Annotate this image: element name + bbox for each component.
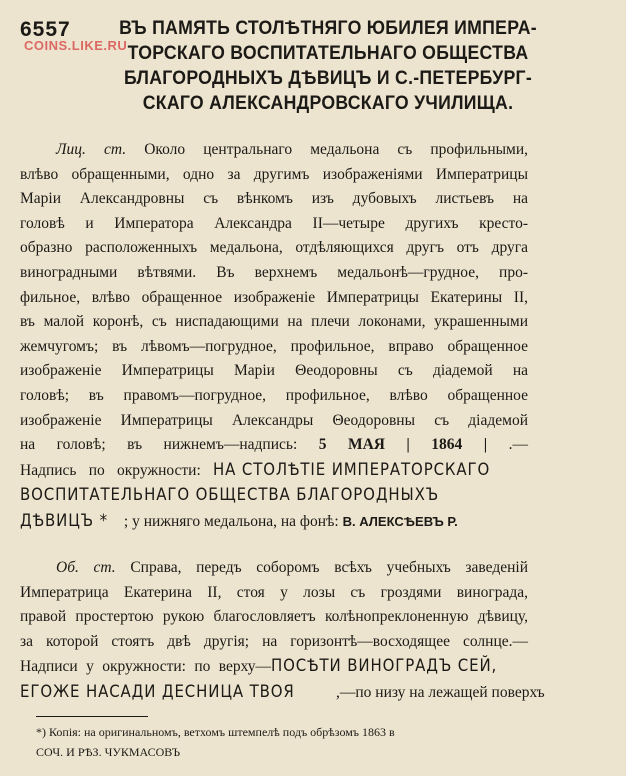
reverse-label: Об. ст.: [56, 559, 116, 576]
text-line: Об. ст. Справа, передъ соборомъ всѣхъ учебныхъ заведеній: [56, 559, 528, 576]
text-line: Надпись по окружности: НА СТОЛѢТІЕ ИМПЕРАТОРСКАГО: [20, 458, 528, 484]
page-header: [20, 16, 616, 120]
inscription-text: ДѢВИЦЪ *: [20, 510, 109, 531]
footnote: [36, 722, 526, 762]
page-number: 6557: [20, 18, 71, 41]
text-line: изображеніе Императрицы Александры Θеодоровны съ діадемой: [20, 411, 528, 429]
date-inscription: 5 МАЯ | 1864 |: [318, 436, 488, 454]
title-line: ТОРСКАГО ВОСПИТАТЕЛЬНАГО ОБЩЕСТВА: [127, 43, 529, 64]
text-line: Императрица Екатерина II, стоя у лозы съ гроздями винограда,: [20, 583, 528, 601]
footnote-divider: [36, 716, 148, 717]
text-line: фильное, влѣво обращенное изображеніе Императрицы Екатерины II,: [20, 288, 528, 306]
footnote-line: СОЧ. И РѢЗ. ЧУКМАСОВЪ: [36, 745, 181, 759]
text-line: Маріи Александровны съ вѣнкомъ изъ дубовыхъ листьевъ на: [20, 190, 528, 208]
text-line: Лиц. ст. Около центральнаго медальона съ профильными,: [56, 141, 529, 158]
engraver-signature: В. АЛЕКСѢЕВЪ Р.: [342, 513, 458, 529]
text-line: правой простертою рукою благословляетъ колѣнопреклоненную дѣвицу,: [20, 608, 528, 626]
text-line: въ малой коронѣ, съ ниспадающими на плечи локонами, украшенными: [20, 313, 528, 331]
inscription-text: НА СТОЛѢТІЕ ИМПЕРАТОРСКАГО: [213, 459, 491, 480]
watermark: COINS.LIKE.RU: [24, 38, 128, 53]
text-line: ДѢВИЦЪ * ; у нижняго медальона, на фонѣ: В. АЛЕКСѢЕВЪ Р.: [20, 509, 528, 535]
text-line: влѣво обращенными, одно за другимъ изображеніями Императрицы: [20, 165, 528, 183]
title-line: БЛАГОРОДНЫХЪ ДѢВИЦЪ И С.-ПЕТЕРБУРГ-: [123, 68, 533, 89]
text-line: [20, 483, 528, 509]
text-line: головѣ; въ правомъ—погрудное, профильное, влѣво обращенное: [20, 386, 528, 404]
obverse-label: Лиц. ст.: [56, 141, 127, 158]
reverse-description: [20, 556, 545, 706]
text-line: на головѣ; въ нижнемъ—надпись: 5 МАЯ | 1864 | .—: [20, 436, 529, 454]
text-line: виноградными вѣтвями. Въ верхнемъ медальонѣ—грудное, про-: [20, 263, 528, 281]
text-line: жемчугомъ; въ лѣвомъ—погрудное, профильное, вправо обращенное: [20, 337, 528, 355]
text-line: головѣ и Императора Александра II—четыре другихъ кресто-: [20, 214, 528, 232]
text-line: изображеніе Императрицы Маріи Θеодоровны съ діадемой на: [20, 362, 528, 380]
title-line: СКАГО АЛЕКСАНДРОВСКАГО УЧИЛИЩА.: [142, 93, 514, 114]
text-line: Надписи у окружности: по верху—ПОСѢТИ ВИНОГРАДЪ СЕЙ,: [20, 654, 528, 680]
inscription-text: ПОСѢТИ ВИНОГРАДЪ СЕЙ,: [271, 656, 498, 677]
text-line: образно расположенныхъ медальона, отдѣляющихся другъ отъ друга: [20, 239, 528, 257]
inscription-text: ЕГОЖЕ НАСАДИ ДЕСНИЦА ТВОЯ: [20, 681, 295, 702]
title-line: ВЪ ПАМЯТЬ СТОЛѢТНЯГО ЮБИЛЕЯ ИМПЕРА-: [119, 18, 537, 39]
text-line: ЕГОЖЕ НАСАДИ ДЕСНИЦА ТВОЯ ,—по низу на лежащей поверхъ: [20, 680, 528, 706]
inscription-text: ВОСПИТАТЕЛЬНАГО ОБЩЕСТВА БЛАГОРОДНЫХЪ: [20, 485, 440, 506]
page-title: [86, 16, 570, 116]
obverse-description: [20, 138, 528, 535]
footnote-line: *) Копія: на оригинальномъ, ветхомъ штемпелѣ подъ обрѣзомъ 1863 в: [36, 725, 395, 739]
text-line: за которой стоятъ двѣ другія; на горизонтѣ—восходящее солнце.—: [20, 632, 528, 650]
